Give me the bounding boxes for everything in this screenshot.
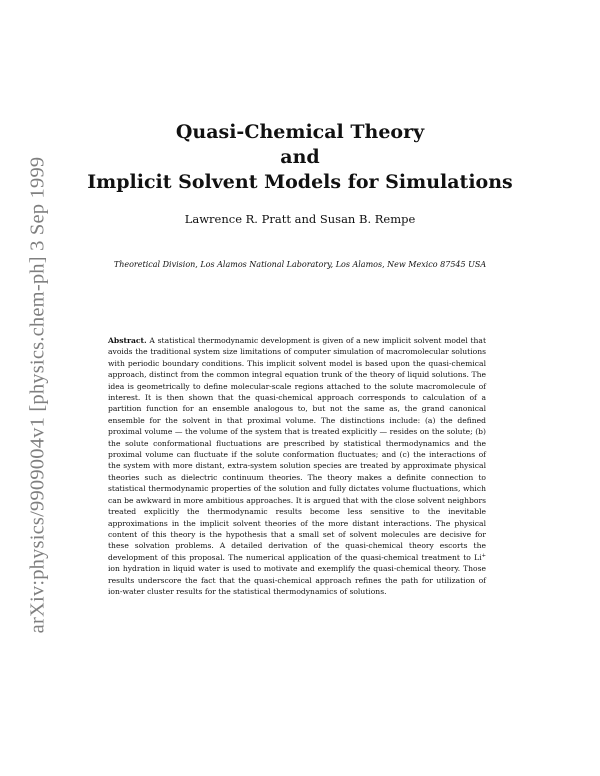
abstract-text-part-2: ion hydration in liquid water is used to motivate and exemplify the quasi-chemical theory. Those results underscore the fact that the quasi-chemical approach refines the path for utilization of ion-water cluster results for the statistical thermodynamics of solutions.	[108, 564, 486, 596]
abstract	[108, 335, 486, 597]
abstract-label: Abstract.	[108, 336, 147, 345]
title-line-3: Implicit Solvent Models for Simulations	[87, 171, 513, 193]
title-line-2: and	[280, 146, 320, 168]
affiliation: Theoretical Division, Los Alamos National Laboratory, Los Alamos, New Mexico 87545 USA	[113, 260, 487, 269]
abstract-text-part-1: A statistical thermodynamic development is given of a new implicit solvent model that avoids the traditional system size limitations of computer simulation of macromolecular solutions with periodic boundary conditions. This implicit solvent model is based upon the quasi-chemical approach, distinct from the common integral equation trunk of the theory of liquid solutions. The idea is geometrically to define molecular-scale regions attached to the solute macromolecule of interest. It is then shown that the quasi-chemical approach corresponds to calculation of a partition function for an ensemble analogous to, but not the same as, the grand canonical ensemble for the solvent in that proximal volume. The distinctions include: (a) the defined proximal volume — the volume of the system that is treated explicitly — resides on the solute; (b) the solute conformational fluctuations are prescribed by statistical thermodynamics and the proximal volume can fluctuate if the solute conformation fluctuates; and (c) the interactions of the system with more distant, extra-system solution species are treated by approximate physical theories such as dielectric continuum theories. The theory makes a definite connection to statistical thermodynamic properties of the solution and fully dictates volume fluctuations, which can be awkward in more ambitious approaches. It is argued that with the close solvent neighbors treated explicitly the thermodynamic results become less sensitive to the inevitable approximations in the implicit solvent theories of the more distant interactions. The physical content of this theory is the hypothesis that a small set of solvent molecules are decisive for these solvation problems. A detailed derivation of the quasi-chemical theory escorts the development of this proposal. The numerical application of the quasi-chemical treatment to Li	[108, 336, 486, 562]
lithium-charge-superscript: +	[481, 552, 486, 559]
arxiv-identifier: arXiv:physics/9909004v1 [physics.chem-ph] 3 Sep 1999	[26, 156, 49, 634]
author-list: Lawrence R. Pratt and Susan B. Rempe	[184, 212, 416, 226]
title-line-1: Quasi-Chemical Theory	[175, 121, 425, 143]
paper-title	[0, 120, 600, 195]
